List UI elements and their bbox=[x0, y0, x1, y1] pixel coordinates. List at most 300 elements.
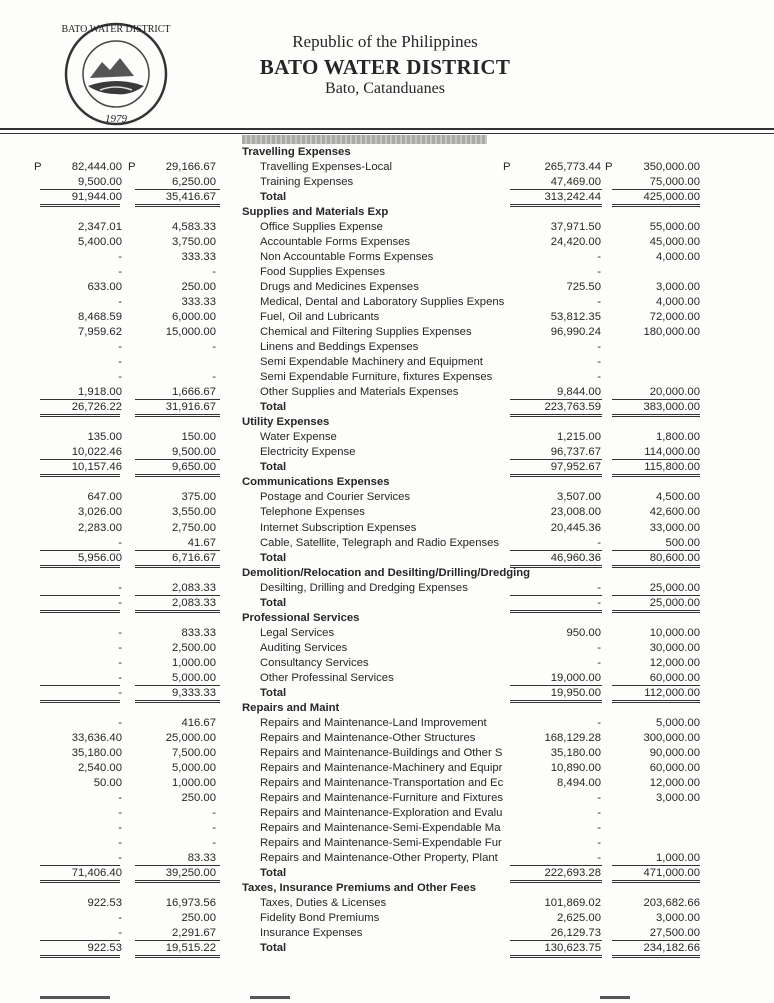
amount-c3: 725.50 bbox=[566, 281, 601, 294]
amount-c4: 4,000.00 bbox=[656, 251, 700, 264]
section-title: Repairs and Maint bbox=[242, 701, 340, 714]
amount-c2: 250.00 bbox=[181, 912, 216, 925]
section-title: Supplies and Materials Exp bbox=[242, 206, 389, 219]
amount-c3: - bbox=[597, 581, 601, 594]
amount-c1: - bbox=[118, 581, 122, 594]
amount-c1: 2,540.00 bbox=[78, 761, 122, 774]
footer-mark bbox=[250, 996, 290, 999]
section-title: Travelling Expenses bbox=[242, 146, 351, 158]
amount-c2: 6,716.67 bbox=[172, 551, 216, 564]
amount-c4: 25,000.00 bbox=[649, 596, 700, 609]
amount-c2: - bbox=[212, 806, 216, 819]
amount-c3: 222,693.28 bbox=[544, 866, 601, 879]
item-label: Total bbox=[260, 551, 287, 564]
amount-c4: 20,000.00 bbox=[649, 386, 700, 399]
item-label: Taxes, Duties & Licenses bbox=[260, 897, 387, 909]
amount-c1: 647.00 bbox=[87, 491, 122, 504]
subtotal-rule bbox=[510, 595, 602, 596]
amount-c3: - bbox=[597, 251, 601, 264]
amount-c4: 72,000.00 bbox=[649, 311, 700, 324]
line-item-row bbox=[0, 926, 774, 941]
header-location: Bato, Catanduanes bbox=[325, 80, 445, 97]
section-heading-struck bbox=[242, 135, 487, 144]
svg-text:BATO WATER DISTRICT: BATO WATER DISTRICT bbox=[61, 24, 171, 35]
section-title: Professional Services bbox=[242, 611, 360, 624]
amount-c3: 23,008.00 bbox=[550, 506, 601, 519]
amount-c2: - bbox=[212, 821, 216, 834]
item-label: Repairs and Maintenance-Semi-Expendable Fur bbox=[260, 836, 502, 849]
amount-c3: 19,000.00 bbox=[550, 671, 601, 684]
amount-c1: - bbox=[118, 836, 122, 849]
amount-c3: 1,215.00 bbox=[557, 431, 601, 444]
amount-c3: 46,960.36 bbox=[550, 551, 601, 564]
amount-c3: 168,129.28 bbox=[544, 731, 601, 744]
amount-c2: 9,500.00 bbox=[172, 446, 216, 459]
amount-c2: 31,916.67 bbox=[165, 401, 216, 414]
section-row bbox=[0, 145, 774, 160]
section-row bbox=[0, 881, 774, 896]
item-label: Non Accountable Forms Expenses bbox=[260, 251, 434, 264]
amount-c1: - bbox=[118, 641, 122, 654]
item-label: Office Supplies Expense bbox=[260, 221, 383, 234]
amount-c3: 223,763.59 bbox=[544, 401, 601, 414]
total-row bbox=[0, 190, 774, 205]
line-item-row bbox=[0, 340, 774, 355]
amount-c4: 115,800.00 bbox=[644, 461, 700, 474]
amount-c1: 10,022.46 bbox=[71, 446, 122, 459]
line-item-row bbox=[0, 791, 774, 806]
amount-c1: 71,406.40 bbox=[71, 866, 122, 879]
total-row bbox=[0, 941, 774, 956]
subtotal-rule bbox=[40, 685, 120, 686]
amount-c2: 83.33 bbox=[187, 851, 216, 864]
amount-c2: 2,291.67 bbox=[172, 927, 216, 940]
amount-c2: 5,000.00 bbox=[172, 761, 216, 774]
amount-c2: 416.67 bbox=[181, 716, 216, 729]
subtotal-rule bbox=[510, 550, 602, 551]
amount-c2: 150.00 bbox=[181, 431, 216, 444]
peso-sign: P bbox=[34, 161, 42, 174]
item-label: Internet Subscription Expenses bbox=[260, 521, 417, 534]
amount-c3: - bbox=[597, 266, 601, 279]
subtotal-rule bbox=[510, 399, 602, 400]
amount-c1: 33,636.40 bbox=[71, 731, 122, 744]
line-item-row bbox=[0, 250, 774, 265]
peso-sign: P bbox=[503, 161, 511, 174]
amount-c3: 3,507.00 bbox=[557, 491, 601, 504]
line-item-row bbox=[0, 355, 774, 370]
amount-c4: 1,800.00 bbox=[656, 431, 700, 444]
item-label: Fidelity Bond Premiums bbox=[260, 912, 380, 925]
header-republic: Republic of the Philippines bbox=[292, 32, 478, 51]
peso-sign: P bbox=[128, 161, 136, 174]
total-row bbox=[0, 400, 774, 415]
item-label: Repairs and Maintenance-Other Property, Plant bbox=[260, 851, 498, 864]
amount-c3: 37,971.50 bbox=[550, 221, 601, 234]
amount-c3: - bbox=[597, 806, 601, 819]
amount-c4: 350,000.00 bbox=[643, 161, 700, 174]
item-label: Total bbox=[260, 596, 287, 609]
amount-c2: 2,083.33 bbox=[172, 581, 216, 594]
item-label: Legal Services bbox=[260, 626, 335, 639]
item-label: Repairs and Maintenance-Land Improvement bbox=[260, 716, 487, 729]
line-item-row bbox=[0, 445, 774, 460]
amount-c4: 10,000.00 bbox=[649, 626, 700, 639]
total-double-rule bbox=[510, 955, 602, 958]
section-row bbox=[0, 611, 774, 626]
amount-c1: 82,444.00 bbox=[71, 161, 122, 174]
item-label: Consultancy Services bbox=[260, 656, 369, 669]
item-label: Total bbox=[260, 686, 287, 699]
subtotal-rule bbox=[612, 685, 700, 686]
amount-c1: - bbox=[118, 912, 122, 925]
line-item-row bbox=[0, 160, 774, 175]
amount-c1: 9,500.00 bbox=[78, 176, 122, 189]
amount-c2: 1,000.00 bbox=[172, 776, 216, 789]
amount-c3: 265,773.44 bbox=[544, 161, 601, 174]
section-row bbox=[0, 415, 774, 430]
amount-c4: 425,000.00 bbox=[643, 191, 700, 204]
amount-c1: 633.00 bbox=[87, 281, 122, 294]
item-label: Insurance Expenses bbox=[260, 927, 363, 940]
amount-c1: 1,918.00 bbox=[78, 386, 122, 399]
amount-c2: 25,000.00 bbox=[165, 731, 216, 744]
amount-c4: 3,000.00 bbox=[656, 791, 700, 804]
amount-c1: 135.00 bbox=[87, 431, 122, 444]
amount-c1: - bbox=[118, 671, 122, 684]
amount-c1: - bbox=[118, 656, 122, 669]
subtotal-rule bbox=[40, 865, 120, 866]
amount-c2: 333.33 bbox=[181, 296, 216, 309]
amount-c2: 6,000.00 bbox=[172, 311, 216, 324]
amount-c1: - bbox=[118, 266, 122, 279]
amount-c3: 26,129.73 bbox=[550, 927, 601, 940]
total-row bbox=[0, 596, 774, 611]
amount-c2: 4,583.33 bbox=[172, 221, 216, 234]
amount-c3: - bbox=[597, 341, 601, 354]
amount-c2: 41.67 bbox=[187, 536, 216, 549]
amount-c2: 19,515.22 bbox=[165, 942, 216, 955]
amount-c2: 15,000.00 bbox=[165, 326, 216, 339]
amount-c2: 3,550.00 bbox=[172, 506, 216, 519]
amount-c3: - bbox=[597, 356, 601, 369]
amount-c3: - bbox=[597, 371, 601, 384]
line-item-row bbox=[0, 746, 774, 761]
item-label: Linens and Beddings Expenses bbox=[260, 341, 419, 354]
line-item-row bbox=[0, 310, 774, 325]
item-label: Telephone Expenses bbox=[260, 506, 365, 519]
amount-c3: 2,625.00 bbox=[557, 912, 601, 925]
amount-c3: 950.00 bbox=[566, 626, 601, 639]
subtotal-rule bbox=[612, 940, 700, 941]
amount-c4: 471,000.00 bbox=[643, 866, 700, 879]
amount-c3: 53,812.35 bbox=[550, 311, 601, 324]
amount-c4: 234,182.66 bbox=[643, 942, 700, 955]
item-label: Repairs and Maintenance-Transportation and Ec bbox=[260, 776, 504, 789]
amount-c3: 35,180.00 bbox=[550, 746, 601, 759]
amount-c1: 2,283.00 bbox=[78, 521, 122, 534]
line-item-row bbox=[0, 731, 774, 746]
amount-c4: 25,000.00 bbox=[649, 581, 700, 594]
section-row bbox=[0, 566, 774, 581]
amount-c1: - bbox=[118, 596, 122, 609]
subtotal-rule bbox=[510, 865, 602, 866]
amount-c3: 10,890.00 bbox=[550, 761, 601, 774]
amount-c1: - bbox=[118, 686, 122, 699]
amount-c1: - bbox=[118, 851, 122, 864]
item-label: Total bbox=[260, 401, 287, 414]
amount-c4: 12,000.00 bbox=[649, 656, 700, 669]
line-item-row bbox=[0, 821, 774, 836]
amount-c2: 5,000.00 bbox=[172, 671, 216, 684]
item-label: Water Expense bbox=[260, 431, 337, 444]
subtotal-rule bbox=[135, 550, 220, 551]
header-divider-bottom bbox=[0, 133, 774, 134]
section-title: Utility Expenses bbox=[242, 416, 330, 429]
amount-c1: 91,944.00 bbox=[71, 191, 122, 204]
line-item-row bbox=[0, 776, 774, 791]
amount-c3: 24,420.00 bbox=[550, 236, 601, 249]
amount-c1: - bbox=[118, 296, 122, 309]
line-item-row bbox=[0, 430, 774, 445]
subtotal-rule bbox=[510, 459, 602, 460]
amount-c1: - bbox=[118, 356, 122, 369]
amount-c1: 10,157.46 bbox=[71, 461, 122, 474]
amount-c1: 26,726.22 bbox=[71, 401, 122, 414]
subtotal-rule bbox=[40, 595, 120, 596]
subtotal-rule bbox=[135, 399, 220, 400]
subtotal-rule bbox=[135, 940, 220, 941]
amount-c4: 60,000.00 bbox=[649, 671, 700, 684]
amount-c3: 47,469.00 bbox=[550, 176, 601, 189]
item-label: Drugs and Medicines Expenses bbox=[260, 281, 419, 294]
amount-c1: 5,956.00 bbox=[78, 551, 122, 564]
item-label: Repairs and Maintenance-Machinery and Equipr bbox=[260, 761, 503, 774]
amount-c3: 9,844.00 bbox=[557, 386, 601, 399]
amount-c2: 2,083.33 bbox=[172, 596, 216, 609]
amount-c1: 3,026.00 bbox=[78, 506, 122, 519]
amount-c1: - bbox=[118, 371, 122, 384]
amount-c2: 35,416.67 bbox=[165, 191, 216, 204]
amount-c2: 1,666.67 bbox=[172, 386, 216, 399]
amount-c1: - bbox=[118, 927, 122, 940]
amount-c3: 96,737.67 bbox=[550, 446, 601, 459]
amount-c3: - bbox=[597, 716, 601, 729]
total-double-rule bbox=[135, 955, 220, 958]
amount-c4: 383,000.00 bbox=[643, 401, 700, 414]
section-title: Demolition/Relocation and Desilting/Drilling/Dredging bbox=[242, 566, 531, 579]
amount-c4: 4,000.00 bbox=[656, 296, 700, 309]
amount-c3: 96,990.24 bbox=[550, 326, 601, 339]
line-item-row bbox=[0, 641, 774, 656]
amount-c1: - bbox=[118, 791, 122, 804]
amount-c2: 250.00 bbox=[181, 281, 216, 294]
amount-c2: 333.33 bbox=[181, 251, 216, 264]
amount-c4: 60,000.00 bbox=[649, 761, 700, 774]
line-item-row bbox=[0, 536, 774, 551]
line-item-row bbox=[0, 806, 774, 821]
amount-c2: 833.33 bbox=[181, 626, 216, 639]
amount-c3: 8,494.00 bbox=[557, 776, 601, 789]
subtotal-rule bbox=[40, 940, 120, 941]
item-label: Food Supplies Expenses bbox=[260, 266, 385, 279]
amount-c4: 27,500.00 bbox=[649, 927, 700, 940]
item-label: Total bbox=[260, 942, 287, 955]
item-label: Repairs and Maintenance-Semi-Expendable Ma bbox=[260, 821, 501, 834]
subtotal-rule bbox=[135, 685, 220, 686]
subtotal-rule bbox=[510, 940, 602, 941]
amount-c4: 112,000.00 bbox=[644, 686, 700, 699]
amount-c4: 3,000.00 bbox=[656, 281, 700, 294]
item-label: Other Professinal Services bbox=[260, 671, 394, 684]
amount-c4: 33,000.00 bbox=[649, 521, 700, 534]
subtotal-rule bbox=[612, 459, 700, 460]
amount-c4: 300,000.00 bbox=[643, 731, 700, 744]
amount-c2: 16,973.56 bbox=[165, 897, 216, 909]
item-label: Desilting, Drilling and Dredging Expenses bbox=[260, 581, 468, 594]
total-row bbox=[0, 460, 774, 475]
subtotal-rule bbox=[135, 459, 220, 460]
item-label: Cable, Satellite, Telegraph and Radio Expenses bbox=[260, 536, 500, 549]
amount-c4: 3,000.00 bbox=[656, 912, 700, 925]
amount-c2: - bbox=[212, 341, 216, 354]
line-item-row bbox=[0, 836, 774, 851]
line-item-row bbox=[0, 656, 774, 671]
amount-c3: 101,869.02 bbox=[544, 897, 601, 909]
amount-c4: 30,000.00 bbox=[649, 641, 700, 654]
amount-c1: 922.53 bbox=[87, 897, 122, 909]
amount-c3: 97,952.67 bbox=[550, 461, 601, 474]
total-row bbox=[0, 686, 774, 701]
amount-c4: 1,000.00 bbox=[656, 851, 700, 864]
line-item-row bbox=[0, 626, 774, 641]
subtotal-rule bbox=[40, 550, 120, 551]
subtotal-rule bbox=[612, 865, 700, 866]
amount-c3: - bbox=[597, 821, 601, 834]
subtotal-rule bbox=[135, 189, 220, 190]
footer-mark bbox=[40, 996, 110, 999]
subtotal-rule bbox=[135, 865, 220, 866]
amount-c1: - bbox=[118, 536, 122, 549]
subtotal-rule bbox=[612, 595, 700, 596]
item-label: Repairs and Maintenance-Other Structures bbox=[260, 731, 476, 744]
section-row bbox=[0, 475, 774, 490]
amount-c2: 39,250.00 bbox=[165, 866, 216, 879]
amount-c2: 1,000.00 bbox=[172, 656, 216, 669]
item-label: Other Supplies and Materials Expenses bbox=[260, 386, 459, 399]
amount-c3: - bbox=[597, 851, 601, 864]
item-label: Training Expenses bbox=[260, 176, 354, 189]
subtotal-rule bbox=[40, 399, 120, 400]
amount-c2: - bbox=[212, 266, 216, 279]
amount-c4: 75,000.00 bbox=[649, 176, 700, 189]
total-double-rule bbox=[612, 955, 700, 958]
amount-c2: - bbox=[212, 371, 216, 384]
footer-mark bbox=[600, 996, 630, 999]
amount-c3: 20,445.36 bbox=[550, 521, 601, 534]
amount-c4: 45,000.00 bbox=[649, 236, 700, 249]
line-item-row bbox=[0, 370, 774, 385]
subtotal-rule bbox=[510, 189, 602, 190]
amount-c1: 8,468.59 bbox=[78, 311, 122, 324]
amount-c2: 29,166.67 bbox=[165, 161, 216, 174]
item-label: Repairs and Maintenance-Exploration and Evalu bbox=[260, 806, 503, 819]
amount-c3: - bbox=[597, 641, 601, 654]
line-item-row bbox=[0, 325, 774, 340]
subtotal-rule bbox=[135, 595, 220, 596]
amount-c4: 55,000.00 bbox=[649, 221, 700, 234]
item-label: Repairs and Maintenance-Furniture and Fixtures bbox=[260, 791, 504, 804]
line-item-row bbox=[0, 505, 774, 520]
item-label: Fuel, Oil and Lubricants bbox=[260, 311, 380, 324]
amount-c1: 2,347.01 bbox=[78, 221, 122, 234]
amount-c3: 130,623.75 bbox=[544, 942, 601, 955]
line-item-row bbox=[0, 896, 774, 911]
amount-c1: - bbox=[118, 341, 122, 354]
section-row bbox=[0, 205, 774, 220]
subtotal-rule bbox=[612, 550, 700, 551]
line-item-row bbox=[0, 581, 774, 596]
line-item-row bbox=[0, 295, 774, 310]
amount-c3: 313,242.44 bbox=[544, 191, 601, 204]
item-label: Total bbox=[260, 191, 287, 204]
amount-c4: 114,000.00 bbox=[644, 446, 700, 459]
amount-c1: 35,180.00 bbox=[71, 746, 122, 759]
peso-sign: P bbox=[605, 161, 613, 174]
subtotal-rule bbox=[40, 189, 120, 190]
line-item-row bbox=[0, 911, 774, 926]
amount-c1: - bbox=[118, 716, 122, 729]
amount-c2: 7,500.00 bbox=[172, 746, 216, 759]
line-item-row bbox=[0, 385, 774, 400]
amount-c4: 4,500.00 bbox=[656, 491, 700, 504]
subtotal-rule bbox=[510, 685, 602, 686]
line-item-row bbox=[0, 521, 774, 536]
line-item-row bbox=[0, 265, 774, 280]
amount-c3: 19,950.00 bbox=[550, 686, 601, 699]
item-label: Semi Expendable Furniture, fixtures Expenses bbox=[260, 371, 493, 384]
line-item-row bbox=[0, 280, 774, 295]
subtotal-rule bbox=[40, 459, 120, 460]
item-label: Travelling Expenses-Local bbox=[260, 161, 393, 174]
amount-c3: - bbox=[597, 296, 601, 309]
amount-c2: - bbox=[212, 836, 216, 849]
district-seal bbox=[60, 18, 172, 130]
amount-c1: - bbox=[118, 251, 122, 264]
amount-c4: 180,000.00 bbox=[643, 326, 700, 339]
amount-c4: 5,000.00 bbox=[656, 716, 700, 729]
amount-c1: 7,959.62 bbox=[78, 326, 122, 339]
amount-c1: - bbox=[118, 821, 122, 834]
item-label: Auditing Services bbox=[260, 641, 348, 654]
amount-c2: 9,333.33 bbox=[172, 686, 216, 699]
header-divider-top bbox=[0, 128, 774, 130]
amount-c4: 203,682.66 bbox=[643, 897, 700, 909]
amount-c1: 922.53 bbox=[87, 942, 122, 955]
amount-c2: 3,750.00 bbox=[172, 236, 216, 249]
amount-c1: 5,400.00 bbox=[78, 236, 122, 249]
section-title: Communications Expenses bbox=[242, 476, 390, 489]
line-item-row bbox=[0, 761, 774, 776]
amount-c1: - bbox=[118, 626, 122, 639]
section-row bbox=[0, 701, 774, 716]
item-label: Total bbox=[260, 461, 287, 474]
total-row bbox=[0, 866, 774, 881]
item-label: Total bbox=[260, 866, 287, 879]
amount-c4: 90,000.00 bbox=[649, 746, 700, 759]
amount-c3: - bbox=[597, 656, 601, 669]
amount-c2: 375.00 bbox=[181, 491, 216, 504]
